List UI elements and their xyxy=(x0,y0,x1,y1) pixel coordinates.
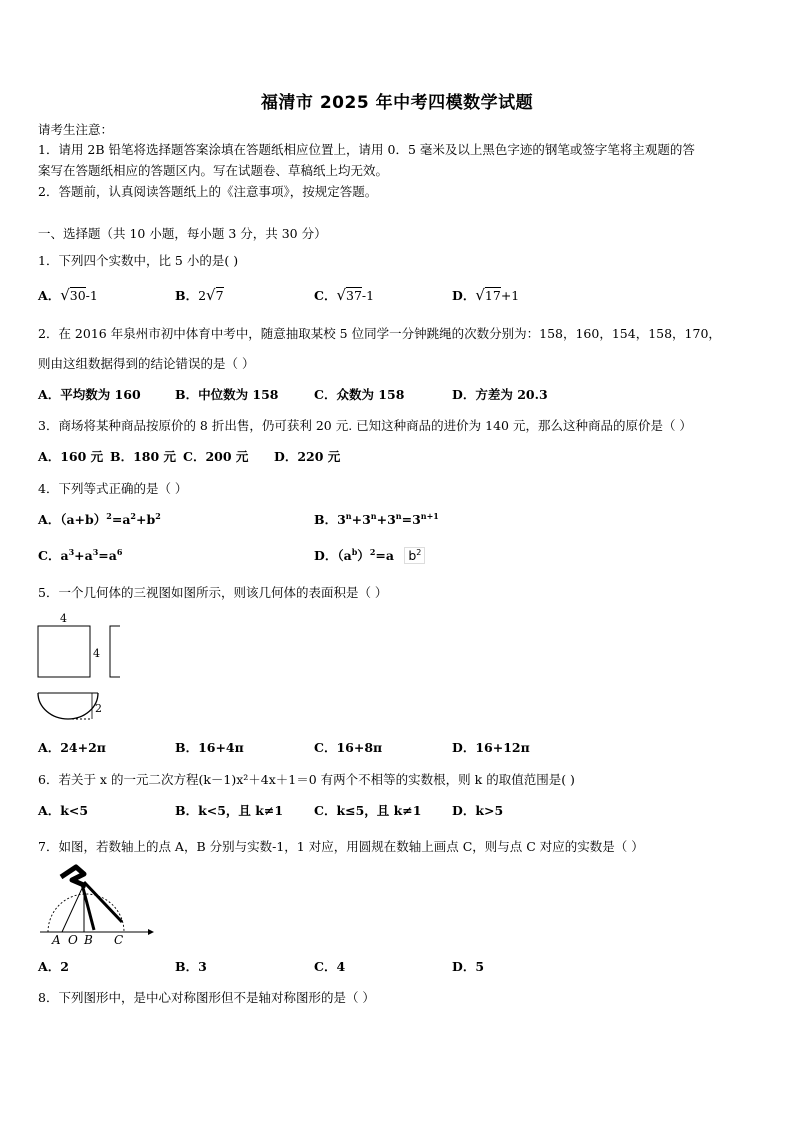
notice-line-1a: 1．请用 2B 铅笔将选择题答案涂填在答题纸相应位置上，请用 0．5 毫米及以上黑色字迹的钢笔或签字笔将主观题的答 xyxy=(38,142,695,157)
question-6-stem: 6．若关于 x 的一元二次方程(k－1)x²＋4x＋1＝0 有两个不相等的实数根，则 k 的取值范围是( ) xyxy=(38,772,575,787)
q4-option-c xyxy=(38,546,122,564)
q4b-part: +3 xyxy=(376,512,396,527)
q4b-part: =3 xyxy=(401,512,421,527)
q4c-part: =a xyxy=(98,548,117,563)
q4-option-b xyxy=(314,510,439,528)
question-2-stem-2: 则由这组数据得到的结论错误的是（ ） xyxy=(38,356,255,371)
notice-line-2: 2．答题前，认真阅读答题纸上的《注意事项》，按规定答题。 xyxy=(38,184,378,199)
q7-option-a: A．2 xyxy=(38,959,69,974)
notice-heading: 请考生注意： xyxy=(38,122,114,137)
sqrt-icon: √ xyxy=(60,286,70,304)
q7-compass-figure xyxy=(36,862,156,948)
q4b-sup: n xyxy=(395,510,402,521)
q4b-sup: n xyxy=(370,510,377,521)
q5-three-view-figure xyxy=(30,608,120,724)
q1-option-b xyxy=(175,286,224,304)
q4a-sup: 2 xyxy=(130,510,136,521)
q5-front-view xyxy=(38,626,90,677)
q1-option-d-tail: +1 xyxy=(500,288,520,303)
q4d-part: =a xyxy=(375,548,394,563)
q5-side-label: 4 xyxy=(93,647,100,660)
q5-top-view-arc xyxy=(38,693,98,719)
q4c-sup: 3 xyxy=(92,546,99,557)
question-7-stem: 7．如图，若数轴上的点 A，B 分别与实数-1，1 对应，用圆规在数轴上画点 C，则与点 C 对应的实数是（ ） xyxy=(38,839,644,854)
question-1-stem: 1．下列四个实数中，比 5 小的是( ) xyxy=(38,253,239,268)
sqrt-icon: √ xyxy=(206,286,216,304)
q7-option-c: C．4 xyxy=(314,959,346,974)
q4-option-a xyxy=(38,510,161,528)
q5-option-d: D．16+12π xyxy=(452,740,530,755)
q4a-part: =a xyxy=(111,512,131,527)
q7-compass-head-icon xyxy=(61,867,86,886)
q1-option-c-label: C． xyxy=(314,288,337,303)
q4a-part: +b xyxy=(136,512,156,527)
q4d-sup: b xyxy=(351,546,358,557)
q1-option-a-tail: -1 xyxy=(85,288,98,303)
q7-hypotenuse xyxy=(62,884,84,932)
q4b-part: B．3 xyxy=(314,512,346,527)
q4d-box-sup: 2 xyxy=(416,547,422,557)
q4c-part: C．a xyxy=(38,548,69,563)
notice-line-1b: 案写在答题纸相应的答题区内。写在试题卷、草稿纸上均无效。 xyxy=(38,163,389,178)
q6-option-a: A．k<5 xyxy=(38,803,89,818)
q4d-part: D．（a xyxy=(314,548,352,563)
q5-option-c: C．16+8π xyxy=(314,740,383,755)
sqrt-icon: √ xyxy=(336,286,347,304)
q4b-part: +3 xyxy=(351,512,371,527)
q4d-sup: 2 xyxy=(369,546,376,557)
q1-option-c-tail: -1 xyxy=(361,288,375,303)
q7-label-a: A xyxy=(52,933,61,947)
q5-option-a: A．24+2π xyxy=(38,740,106,755)
q7-label-o: O xyxy=(68,933,78,947)
q1-option-b-label: B． xyxy=(175,288,199,303)
question-3-stem: 3．商场将某种商品按原价的 8 折出售，仍可获利 20 元. 已知这种商品的进价为 140 元，那么这种商品的原价是（ ） xyxy=(38,418,692,433)
q4d-formula-box xyxy=(404,547,425,564)
q4d-part: ） xyxy=(357,548,370,563)
q7-label-b: B xyxy=(84,933,93,947)
q4c-part: +a xyxy=(74,548,93,563)
q6-option-c: C．k≤5，且 k≠1 xyxy=(314,803,422,818)
q2-option-a: A．平均数为 160 xyxy=(38,387,141,402)
page-title: 福清市 2025 年中考四模数学试题 xyxy=(260,93,534,113)
question-5-stem: 5．一个几何体的三视图如图所示，则该几何体的表面积是（ ） xyxy=(38,585,388,600)
q4-option-d xyxy=(314,546,425,564)
q4a-part: A．（a+b） xyxy=(38,512,107,527)
q4c-sup: 6 xyxy=(116,546,123,557)
q5-top-label: 4 xyxy=(60,612,67,625)
q7-option-b: B．3 xyxy=(175,959,207,974)
q5-option-b: B．16+4π xyxy=(175,740,244,755)
q1-option-a-radicand: 30 xyxy=(69,288,86,303)
q4a-sup: 2 xyxy=(155,510,161,521)
q1-option-c-radicand: 37 xyxy=(346,288,362,303)
section-heading: 一、选择题（共 10 小题，每小题 3 分，共 30 分） xyxy=(38,226,327,241)
q1-option-d xyxy=(452,286,519,304)
question-4-stem: 4．下列等式正确的是（ ） xyxy=(38,481,188,496)
q1-option-c xyxy=(314,286,374,304)
q1-option-d-label: D． xyxy=(452,288,476,303)
q1-option-a-label: A． xyxy=(38,288,61,303)
q4a-sup: 2 xyxy=(106,510,112,521)
q7-label-c: C xyxy=(114,933,124,947)
q5-arc-label: 2 xyxy=(95,702,102,715)
q3-option-a: A．160 元 xyxy=(38,449,104,464)
q2-option-d: D．方差为 20.3 xyxy=(452,387,548,402)
q5-side-view xyxy=(110,626,120,677)
q4b-sup: n+1 xyxy=(420,510,439,521)
q6-option-d: D．k>5 xyxy=(452,803,504,818)
question-2-stem-1: 2．在 2016 年泉州市初中体育中考中，随意抽取某校 5 位同学一分钟跳绳的次数分别为：158，160，154，158，170， xyxy=(38,326,721,341)
q3-option-c: C．200 元 xyxy=(183,449,249,464)
question-8-stem: 8．下列图形中，是中心对称图形但不是轴对称图形的是（ ） xyxy=(38,990,375,1005)
q1-option-b-radicand: 7 xyxy=(215,288,224,303)
sqrt-icon: √ xyxy=(475,286,485,304)
q1-option-d-radicand: 17 xyxy=(484,288,501,303)
q6-option-b: B．k<5，且 k≠1 xyxy=(175,803,284,818)
q4c-sup: 3 xyxy=(68,546,75,557)
q2-option-c: C．众数为 158 xyxy=(314,387,405,402)
q1-option-a xyxy=(38,286,98,304)
q3-option-d: D．220 元 xyxy=(274,449,341,464)
q2-option-b: B．中位数为 158 xyxy=(175,387,279,402)
q1-option-b-coef: 2 xyxy=(198,288,207,303)
q7-axis-arrow-icon xyxy=(148,929,154,935)
q7-option-d: D．5 xyxy=(452,959,485,974)
q4d-box-base: b xyxy=(408,548,417,563)
q3-option-b: B．180 元 xyxy=(110,449,177,464)
q4b-sup: n xyxy=(345,510,352,521)
